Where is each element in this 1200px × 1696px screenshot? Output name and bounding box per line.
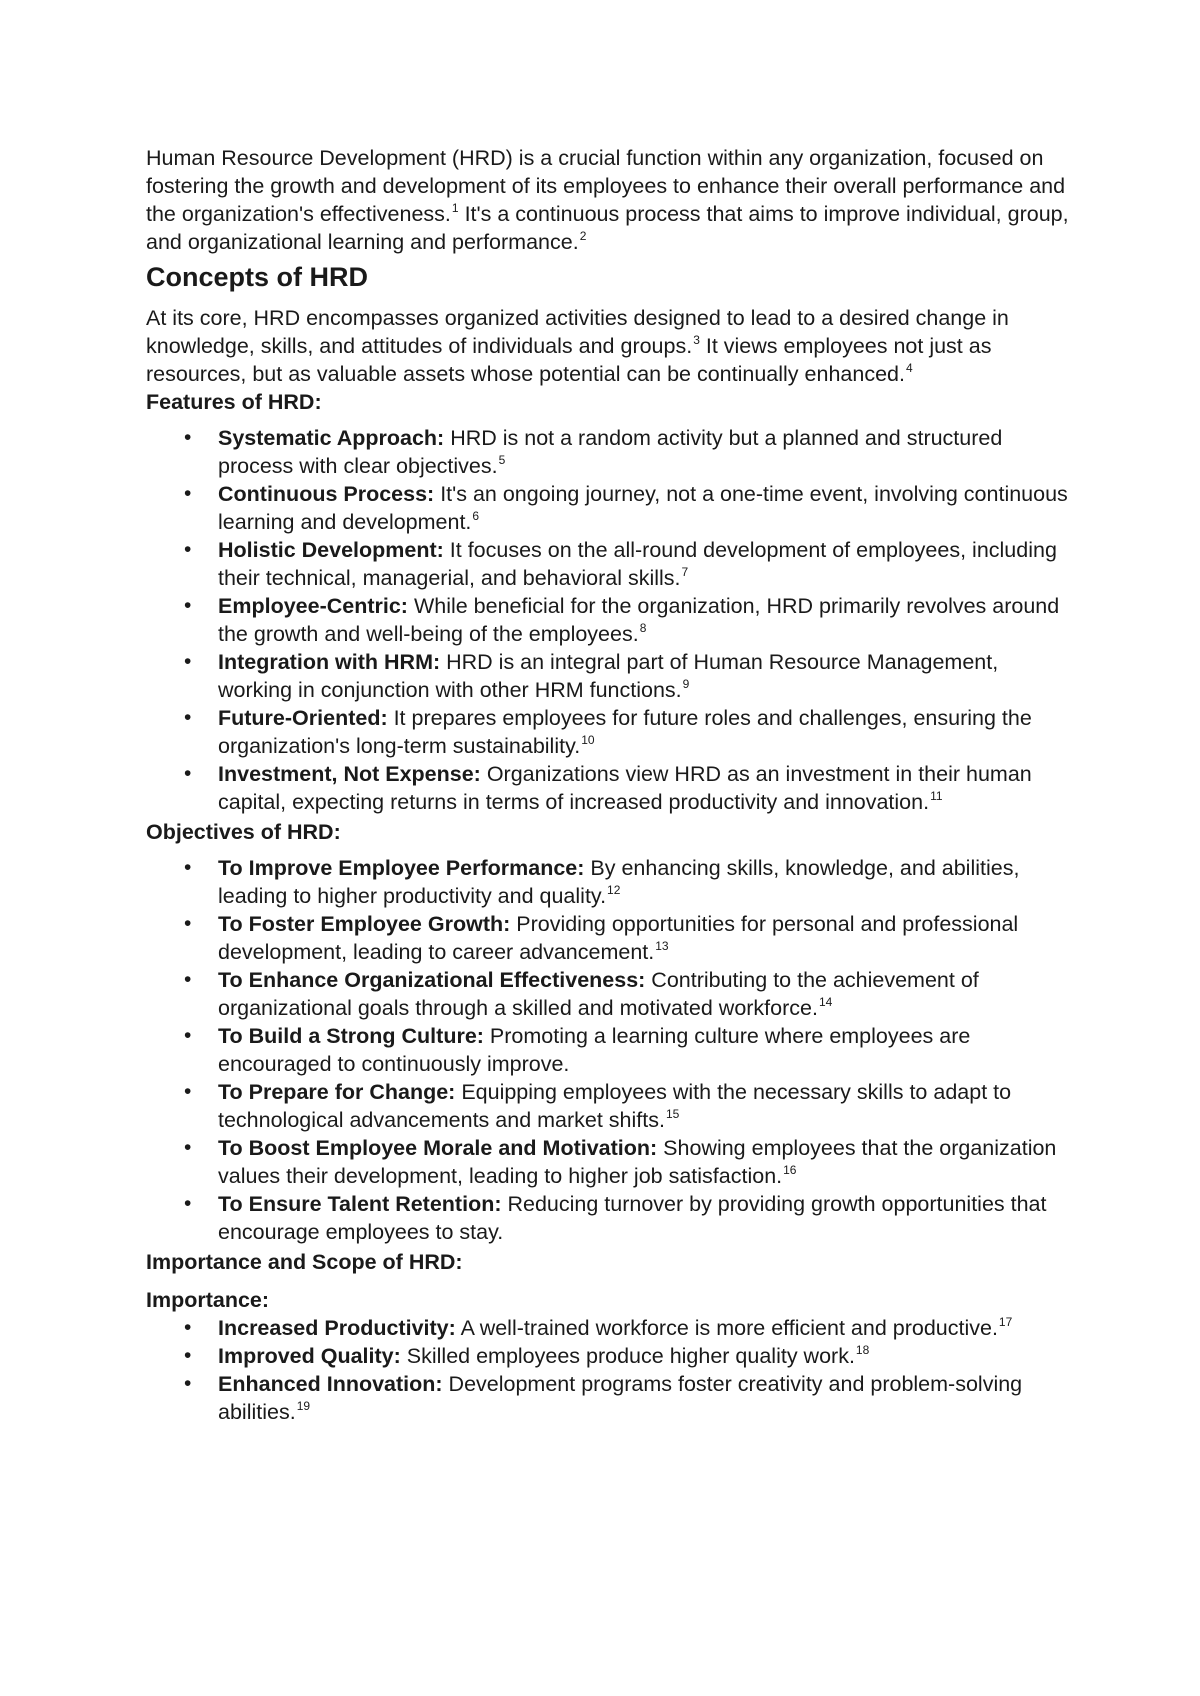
item-text: Development programs foster creativity and problem-solving abilities. (218, 1372, 1023, 1424)
footnote-ref: 9 (682, 677, 690, 691)
item-label: Improved Quality: (218, 1344, 401, 1368)
item-text: Promoting a learning culture where employees are encouraged to continuously improve. (218, 1024, 971, 1076)
footnote-ref: 2 (579, 229, 587, 243)
features-list (146, 424, 1076, 816)
intro-paragraph (146, 144, 1076, 256)
footnote-ref: 16 (783, 1163, 797, 1177)
item-label: Increased Productivity: (218, 1316, 456, 1340)
document-page (146, 144, 1076, 1426)
item-label: To Boost Employee Morale and Motivation: (218, 1136, 658, 1160)
footnote-ref: 8 (639, 621, 647, 635)
footnote-ref: 15 (665, 1107, 680, 1121)
item-text: While beneficial for the organization, HRD primarily revolves around the growth and well-being of the employees. (218, 594, 1060, 646)
list-item (146, 536, 1076, 592)
item-text: Organizations view HRD as an investment in their human capital, expecting returns in terms of increased productivity and innovation. (218, 762, 1032, 814)
item-label: Integration with HRM: (218, 650, 441, 674)
item-text: A well-trained workforce is more efficient and productive. (455, 1316, 998, 1340)
list-item (146, 854, 1076, 910)
item-text: It focuses on the all-round development of employees, including their technical, managerial, and behavioral skills. (218, 538, 1057, 590)
item-label: To Foster Employee Growth: (218, 912, 511, 936)
item-text: HRD is an integral part of Human Resource Management, working in conjunction with other HRM functions. (218, 650, 999, 702)
footnote-ref: 7 (681, 565, 689, 579)
footnote-ref: 17 (998, 1315, 1013, 1329)
section-heading-concepts: Concepts of HRD (146, 262, 368, 292)
importance-list (146, 1314, 1076, 1426)
list-item (146, 1078, 1076, 1134)
list-item (146, 966, 1076, 1022)
concepts-text: At its core, HRD encompasses organized activities designed to lead to a desired change in knowledge, skills, and attitudes of individuals and groups. (146, 306, 1009, 358)
list-item (146, 592, 1076, 648)
item-label: Investment, Not Expense: (218, 762, 481, 786)
list-item (146, 1314, 1076, 1342)
list-item (146, 910, 1076, 966)
importance-heading: Importance: (146, 1288, 270, 1312)
item-text: Showing employees that the organization values their development, leading to higher job satisfaction. (218, 1136, 1057, 1188)
item-label: To Improve Employee Performance: (218, 856, 585, 880)
item-text: Contributing to the achievement of organizational goals through a skilled and motivated workforce. (218, 968, 979, 1020)
list-item (146, 704, 1076, 760)
intro-text: It's a continuous process that aims to improve individual, group, and organizational learning and performance. (146, 202, 1069, 254)
item-text: It prepares employees for future roles and challenges, ensuring the organization's long-term sustainability. (218, 706, 1032, 758)
item-label: Future-Oriented: (218, 706, 388, 730)
list-item (146, 1134, 1076, 1190)
footnote-ref: 19 (296, 1399, 311, 1413)
item-text: By enhancing skills, knowledge, and abilities, leading to higher productivity and quality. (218, 856, 1020, 908)
footnote-ref: 14 (818, 995, 833, 1009)
objectives-list (146, 854, 1076, 1246)
item-label: Continuous Process: (218, 482, 435, 506)
importance-scope-heading: Importance and Scope of HRD: (146, 1250, 463, 1274)
list-item (146, 648, 1076, 704)
footnote-ref: 12 (607, 883, 621, 897)
footnote-ref: 3 (693, 333, 700, 347)
item-text: Equipping employees with the necessary skills to adapt to technological advancements and market shifts. (218, 1080, 1012, 1132)
list-item (146, 424, 1076, 480)
item-label: Enhanced Innovation: (218, 1372, 443, 1396)
list-item (146, 760, 1076, 816)
footnote-ref: 4 (905, 361, 913, 375)
list-item (146, 480, 1076, 536)
footnote-ref: 13 (655, 939, 669, 953)
list-item (146, 1342, 1076, 1370)
footnote-ref: 18 (855, 1343, 870, 1357)
item-text: Providing opportunities for personal and professional development, leading to career advancement. (218, 912, 1019, 964)
item-label: To Ensure Talent Retention: (218, 1192, 502, 1216)
item-text: Reducing turnover by providing growth opportunities that encourage employees to stay. (218, 1192, 1047, 1244)
footnote-ref: 6 (472, 509, 480, 523)
list-item (146, 1190, 1076, 1246)
footnote-ref: 1 (451, 201, 459, 215)
item-label: Employee-Centric: (218, 594, 408, 618)
concepts-text: It views employees not just as resources, but as valuable assets whose potential can be continually enhanced. (146, 334, 992, 386)
objectives-heading: Objectives of HRD: (146, 820, 341, 844)
footnote-ref: 11 (930, 789, 943, 803)
item-text: Skilled employees produce higher quality work. (400, 1344, 855, 1368)
footnote-ref: 10 (581, 733, 595, 747)
list-item (146, 1022, 1076, 1078)
item-text: HRD is not a random activity but a planned and structured process with clear objectives. (218, 426, 1003, 478)
item-label: To Build a Strong Culture: (218, 1024, 484, 1048)
item-label: Holistic Development: (218, 538, 444, 562)
item-label: To Enhance Organizational Effectiveness: (218, 968, 646, 992)
intro-text: Human Resource Development (HRD) is a crucial function within any organization, focused on fostering the growth and development of its employees to enhance their overall performance and the organization's effectiveness. (146, 146, 1066, 226)
concepts-paragraph (146, 304, 1076, 388)
features-heading: Features of HRD: (146, 390, 322, 414)
item-label: To Prepare for Change: (218, 1080, 456, 1104)
footnote-ref: 5 (498, 453, 506, 467)
item-text: It's an ongoing journey, not a one-time event, involving continuous learning and development. (218, 482, 1068, 534)
item-label: Systematic Approach: (218, 426, 445, 450)
list-item (146, 1370, 1076, 1426)
